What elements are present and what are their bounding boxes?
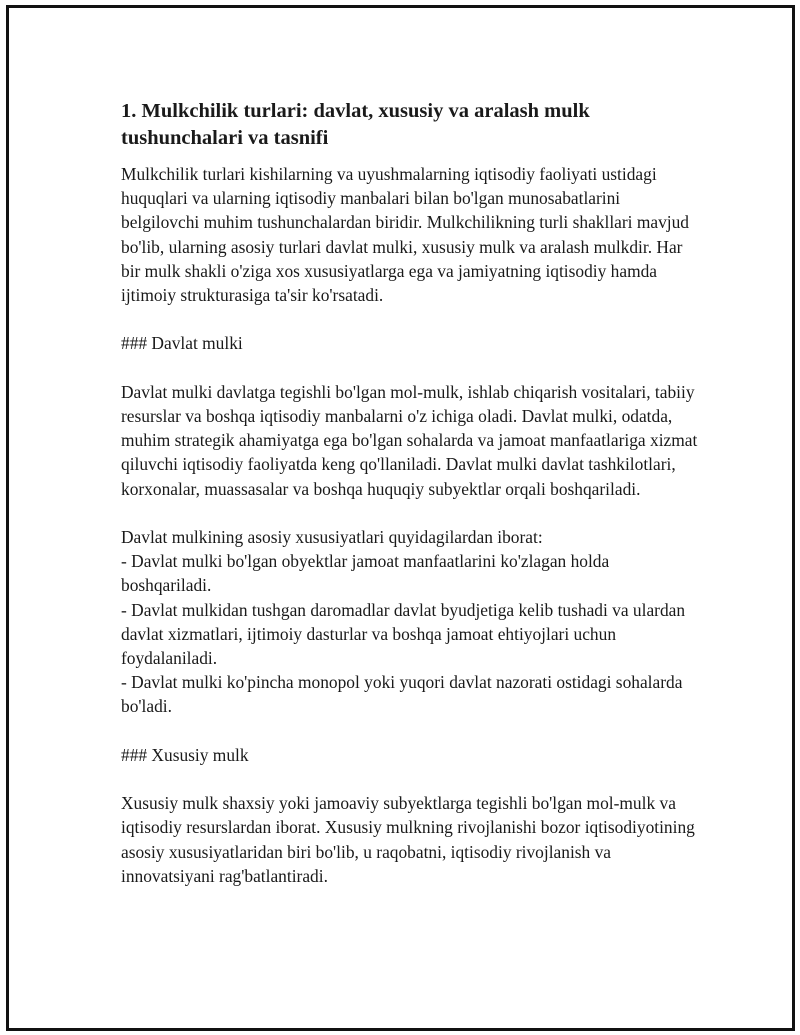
paragraph-davlat-mulki: Davlat mulki davlatga tegishli bo'lgan mol-mulk, ishlab chiqarish vositalari, tabiiy resurslar va boshqa iqtisodiy manbalarni o'z ichiga oladi. Davlat mulki, odatda, muhim strategik ahamiyatga ega bo'lgan sohalarda va jamoat manfaatlariga xizmat qiluvchi iqtisodiy faoliyatda keng qo'llaniladi. Davlat mulki davlat tashkilotlari, korxonalar, muassasalar va boshqa huquqiy subyektlar orqali boshqariladi. <box>121 381 698 499</box>
paragraph-xususiy-mulk: Xususiy mulk shaxsiy yoki jamoaviy subyektlarga tegishli bo'lgan mol-mulk va iqtisodiy resurslardan iborat. Xususiy mulkning rivojlanishi bozor iqtisodiyotining asosiy xususiyatlaridan biri bo'lib, u raqobatni, iqtisodiy rivojlanish va innovatsiyani rag'batlantiradi. <box>121 793 695 886</box>
paragraph-davlat-mulki-features: Davlat mulkining asosiy xususiyatlari quyidagilardan iborat: - Davlat mulki bo'lgan obyektlar jamoat manfaatlarini ko'zlagan holda boshqariladi. - Davlat mulkidan tushgan daromadlar davlat byudjetiga kelib tushadi va ulardan davlat xizmatlari, ijtimoiy dasturlar va boshqa jamoat ehtiyojlari uchun foydalaniladi. - Davlat mulki ko'pincha monopol yoki yuqori davlat nazorati ostidagi sohalarda bo'ladi. <box>121 527 686 717</box>
document-title: 1. Mulkchilik turlari: davlat, xususiy va aralash mulk tushunchalari va tasnifi <box>121 100 590 149</box>
section-heading-xususiy-mulk: ### Xususiy mulk <box>121 744 249 765</box>
document-page <box>6 5 795 1031</box>
section-heading-davlat-mulki: ### Davlat mulki <box>121 333 243 354</box>
paragraph-intro: Mulkchilik turlari kishilarning va uyushmalarning iqtisodiy faoliyati ustidagi huquqlari va ularning iqtisodiy manbalari bilan bo'lgan munosabatlarini belgilovchi muhim tushunchalardan biridir. Mulkchilikning turli shakllari mavjud bo'lib, ularning asosiy turlari davlat mulki, xususiy mulk va aralash mulkdir. Har bir mulk shakli o'ziga xos xususiyatlarga ega va jamiyatning iqtisodiy hamda ijtimoiy strukturasiga ta'sir ko'rsatadi. <box>121 164 690 306</box>
document-content <box>121 98 701 888</box>
